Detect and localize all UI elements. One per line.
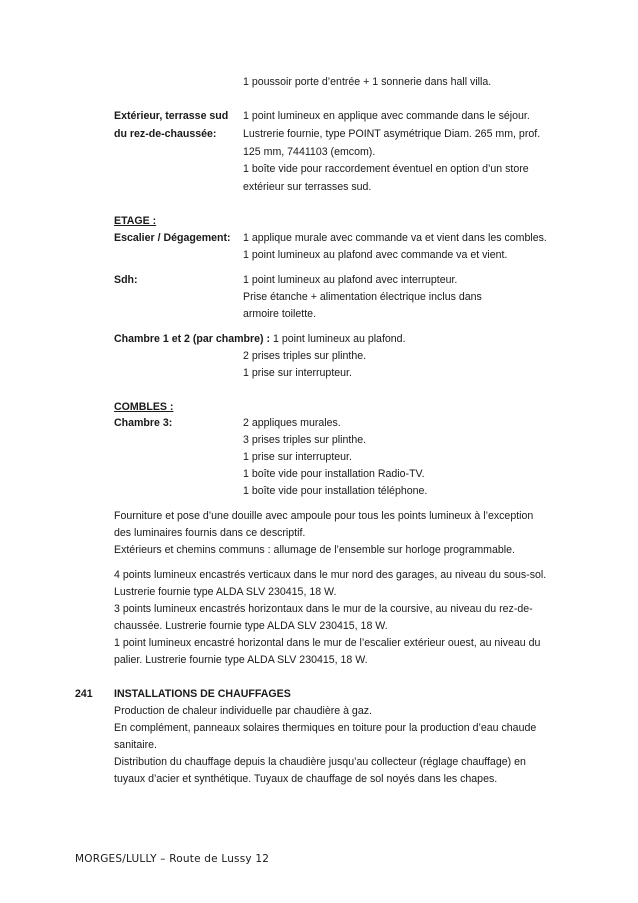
points-line: 3 points lumineux encastrés horizontaux dans le mur de la coursive, au niveau du rez-de-: [114, 603, 533, 615]
fourniture-line: Fourniture et pose d’une douille avec ampoule pour tous les points lumineux à l’exception: [114, 510, 534, 522]
sdh-line: 1 point lumineux au plafond avec interrupteur.: [243, 274, 458, 286]
chambre-line: 1 point lumineux au plafond.: [273, 333, 406, 345]
section-line: Distribution du chauffage depuis la chaudière jusqu’au collecteur (réglage chauffage) en: [114, 756, 526, 768]
escalier-label: Escalier / Dégagement:: [114, 232, 231, 244]
points-line: 4 points lumineux encastrés verticaux dans le mur nord des garages, au niveau du sous-sol.: [114, 569, 547, 581]
section-number: 241: [75, 688, 93, 700]
ext-line: Lustrerie fournie, type POINT asymétrique Diam. 265 mm, prof.: [243, 128, 541, 140]
section-line: tuyaux d’acier et synthétique. Tuyaux de chauffage de sol noyés dans les chapes.: [114, 773, 498, 785]
chambre3-line: 1 prise sur interrupteur.: [243, 451, 352, 463]
points-line: palier. Lustrerie fournie type ALDA SLV 230415, 18 W.: [114, 654, 368, 666]
sdh-label: Sdh:: [114, 274, 138, 286]
points-line: 1 point lumineux encastré horizontal dans le mur de l’escalier extérieur ouest, au niveau du: [114, 637, 541, 649]
section-line: sanitaire.: [114, 739, 157, 751]
etage-heading: ETAGE :: [114, 215, 157, 227]
ext-line: 125 mm, 7441103 (emcom).: [243, 146, 376, 158]
escalier-line: 1 applique murale avec commande va et vient dans les combles.: [243, 232, 547, 244]
combles-heading: COMBLES :: [114, 401, 174, 413]
page-footer: MORGES/LULLY – Route de Lussy 12: [75, 853, 270, 865]
ext-line: 1 boîte vide pour raccordement éventuel en option d’un store: [243, 163, 529, 175]
chambre3-label: Chambre 3:: [114, 417, 173, 429]
ext-line: extérieur sur terrasses sud.: [243, 181, 372, 193]
chambre3-line: 3 prises triples sur plinthe.: [243, 434, 367, 446]
fourniture-line: Extérieurs et chemins communs : allumage de l’ensemble sur horloge programmable.: [114, 544, 515, 556]
chambre-line: 2 prises triples sur plinthe.: [243, 350, 367, 362]
points-line: chaussée. Lustrerie fournie type ALDA SLV 230415, 18 W.: [114, 620, 388, 632]
section-title: INSTALLATIONS DE CHAUFFAGES: [114, 688, 291, 700]
escalier-line: 1 point lumineux au plafond avec commande va et vient.: [243, 249, 508, 261]
section-line: Production de chaleur individuelle par chaudière à gaz.: [114, 705, 372, 717]
chambre-line: 1 prise sur interrupteur.: [243, 367, 352, 379]
intro-line: 1 poussoir porte d’entrée + 1 sonnerie dans hall villa.: [243, 76, 492, 88]
chambre-label: Chambre 1 et 2 (par chambre) :: [114, 333, 271, 345]
fourniture-line: des luminaires fournis dans ce descriptif.: [114, 527, 306, 539]
section-line: En complément, panneaux solaires thermiques en toiture pour la production d’eau chaude: [114, 722, 537, 734]
chambre3-line: 1 boîte vide pour installation téléphone.: [243, 485, 428, 497]
points-line: Lustrerie fournie type ALDA SLV 230415, 18 W.: [114, 586, 337, 598]
sdh-line: Prise étanche + alimentation électrique inclus dans: [243, 291, 482, 303]
ext-line: 1 point lumineux en applique avec commande dans le séjour.: [243, 110, 530, 122]
chambre3-line: 1 boîte vide pour installation Radio-TV.: [243, 468, 425, 480]
sdh-line: armoire toilette.: [243, 308, 317, 320]
ext-label-1: Extérieur, terrasse sud: [114, 110, 229, 122]
chambre3-line: 2 appliques murales.: [243, 417, 341, 429]
ext-label-2: du rez-de-chaussée:: [114, 128, 217, 140]
